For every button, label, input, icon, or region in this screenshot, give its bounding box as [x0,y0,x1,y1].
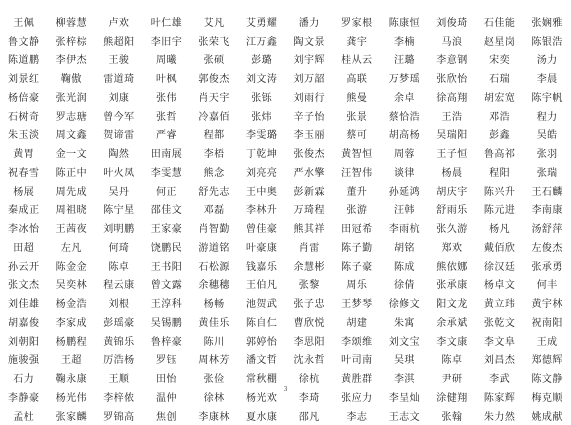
name-cell: 刘宇辉 [293,55,326,67]
name-cell: 程都 [203,130,225,142]
name-cell: 刘景红 [8,74,40,86]
name-cell: 陈自仁 [245,317,278,329]
name-cell: 左俊杰 [531,242,563,254]
name-cell: 焦创 [156,411,178,423]
name-cell: 肖天宇 [198,92,230,104]
name-cell: 刘文涛 [245,74,278,86]
name-cell: 左凡 [60,242,82,254]
name-cell: 王骏 [108,55,130,67]
name-cell: 李家成 [55,317,88,329]
name-cell: 陈家辉 [483,392,516,404]
name-cell: 陈道鹏 [8,55,40,67]
name-cell: 王家豪 [150,224,183,236]
name-cell: 张久游 [436,224,468,236]
name-cell: 王佩 [13,17,35,29]
name-cell: 孙延鸿 [388,186,421,198]
name-cell: 张梓棕 [55,36,88,48]
name-cell: 周蓉 [393,149,415,161]
name-cell: 柳蓉慧 [55,17,88,29]
name-cell: 王志文 [388,411,421,423]
name-cell: 张游 [346,205,368,217]
name-cell: 龚宇 [346,36,368,48]
name-cell: 张应力 [341,392,373,404]
name-cell: 鲁梓豪 [150,336,183,348]
name-cell: 夏水康 [245,411,278,423]
name-cell: 徐高翔 [436,92,468,104]
name-cell: 张文杰 [8,280,40,292]
name-cell: 刘文宝 [388,336,421,348]
name-cell: 石力 [13,374,35,386]
name-cell: 郑欢 [441,242,463,254]
name-cell: 徐倩 [393,280,415,292]
name-cell: 黄锦乐 [103,336,135,348]
name-cell: 王书阳 [150,261,183,273]
name-cell: 桂从云 [341,55,373,67]
name-cell: 施骏强 [8,355,40,367]
name-cell: 邓磊 [203,205,225,217]
name-cell: 舒雨乐 [436,205,468,217]
name-cell: 杨畅 [203,299,225,311]
name-cell: 胡嘉俊 [8,317,40,329]
name-cell: 张翰 [441,411,463,423]
name-cell: 饶鹏民 [150,242,183,254]
name-cell: 曾文露 [150,280,183,292]
name-cell: 王成 [536,336,558,348]
name-cell: 陶然 [108,149,130,161]
name-cell: 陈兴升 [483,186,516,198]
name-cell: 辛子怡 [293,111,326,123]
name-cell: 王超 [60,355,82,367]
name-cell: 钱嘉乐 [245,261,278,273]
name-cell: 周先成 [55,186,88,198]
name-cell: 张荣飞 [198,36,230,48]
name-cell: 胡庆宇 [436,186,468,198]
name-cell: 田冠希 [341,224,373,236]
name-cell: 汤力 [536,55,558,67]
name-cell: 陈正中 [55,167,88,179]
name-cell: 石树奇 [8,111,40,123]
name-cell: 陈成 [393,261,415,273]
name-cell: 李文阜 [483,336,516,348]
name-cell: 刘昌杰 [483,355,516,367]
name-cell: 罗家根 [341,17,373,29]
name-cell: 王梦琴 [341,299,373,311]
name-cell: 周乐 [346,280,368,292]
name-cell: 池贺武 [245,299,278,311]
name-cell: 叶司南 [341,355,373,367]
name-cell: 杨凡 [489,224,511,236]
name-cell: 叶枫 [156,74,178,86]
name-cell: 叶仁雄 [150,17,183,29]
name-cell: 刘雨行 [293,92,326,104]
name-cell: 李伊杰 [55,55,88,67]
name-cell: 尹研 [441,374,463,386]
name-cell: 李冰怡 [8,224,40,236]
name-cell: 王茜夜 [55,224,88,236]
name-cell: 彭瑶豪 [103,317,135,329]
name-cell: 张欣怡 [436,74,468,86]
name-cell: 严睿 [156,130,178,142]
name-cell: 刘朝阳 [8,336,40,348]
name-cell: 吴奕林 [55,280,88,292]
name-cell: 石松源 [198,261,230,273]
name-cell: 张光润 [55,92,88,104]
name-cell: 刘亮亮 [245,167,278,179]
name-cell: 罗钰 [156,355,178,367]
name-cell: 李思阳 [293,336,326,348]
name-cell: 张承康 [436,280,468,292]
name-cell: 梅克顺 [531,392,563,404]
name-cell: 陈宇帆 [531,92,563,104]
name-cell: 汪智伟 [341,167,373,179]
name-cell: 周林芳 [198,355,230,367]
name-cell: 叶火凤 [103,167,135,179]
name-cell: 郭婷怡 [245,336,278,348]
name-cell: 阳文龙 [436,299,468,311]
name-cell: 马浪 [441,36,463,48]
name-cell: 罗志瑭 [55,111,88,123]
name-cell: 李梧 [203,149,225,161]
name-cell: 张俭 [203,374,225,386]
name-cell: 蔡可 [346,130,368,142]
name-cell: 杨卓文 [483,280,516,292]
name-cell: 常秋棚 [245,374,278,386]
name-cell: 游道铭 [198,242,230,254]
name-cell: 黄智恒 [341,149,373,161]
name-cell: 张家麟 [55,411,88,423]
name-cell: 陈康恒 [388,17,421,29]
name-cell: 鞠永康 [55,374,88,386]
name-cell: 温仲 [156,392,178,404]
name-cell: 汪璐 [393,55,415,67]
name-cell: 李康林 [198,411,230,423]
name-cell: 刘明鹏 [103,224,135,236]
name-cell: 江万鑫 [245,36,278,48]
name-cell: 李晨 [536,74,558,86]
name-cell: 高联 [346,74,368,86]
name-cell: 王浩 [441,111,463,123]
name-cell: 秦成正 [8,205,40,217]
name-cell: 李呈灿 [388,392,421,404]
name-cell: 邓浩 [489,111,511,123]
name-cell: 程阳 [489,167,511,179]
name-cell: 李楠 [393,36,415,48]
name-cell: 冷嘉佰 [198,111,230,123]
name-cell: 吴锡鹏 [150,317,183,329]
name-cell: 陈文静 [531,374,563,386]
name-cell: 刘康 [108,92,130,104]
name-cell: 舒先志 [198,186,230,198]
name-cell: 胡高杨 [388,130,421,142]
name-cell: 周祖晓 [55,205,88,217]
name-cell: 王子恒 [436,149,468,161]
name-cell: 熊超阳 [103,36,135,48]
name-cell: 董升 [346,186,368,198]
name-cell: 何丰 [536,280,558,292]
name-cell: 吴丹 [108,186,130,198]
name-cell: 田怡 [156,374,178,386]
name-cell: 朱力然 [483,411,516,423]
name-cell: 黄佳乐 [198,317,230,329]
name-cell: 熊依娜 [436,261,468,273]
name-cell: 熊曼 [346,92,368,104]
name-cell: 黄胜群 [341,374,373,386]
name-cell: 曾佳豪 [245,224,278,236]
name-cell: 胡建 [346,317,368,329]
name-cell: 罗锦高 [103,411,135,423]
name-cell: 孟杜 [13,411,35,423]
name-cell: 张伟 [156,92,178,104]
name-cell: 张硕 [203,55,225,67]
name-cell: 王顺 [108,374,130,386]
name-cell: 程力 [536,111,558,123]
name-cell: 王淳科 [150,299,183,311]
name-cell: 鲁高祁 [483,149,516,161]
name-cell: 周文鑫 [55,130,88,142]
name-cell: 祝春雪 [8,167,40,179]
name-cell: 祝南阳 [531,317,563,329]
name-cell: 贺谛雷 [103,130,135,142]
name-cell: 石佳能 [483,17,516,29]
name-cell: 赵星岗 [483,36,516,48]
name-cell: 沈永哲 [293,355,326,367]
name-cell: 陈川 [203,336,225,348]
name-cell: 余慧彬 [293,261,326,273]
name-cell: 刘万韶 [293,74,326,86]
name-cell: 张哲 [156,111,178,123]
name-cell: 卢欢 [108,17,130,29]
name-cell: 张景 [346,111,368,123]
name-cell: 何正 [156,186,178,198]
name-cell: 李雯璐 [245,130,278,142]
name-cell: 陈金金 [55,261,88,273]
name-cell: 杨倍豪 [8,92,40,104]
name-cell: 曾今军 [103,111,135,123]
name-cell: 李林升 [245,205,278,217]
name-cell: 谈律 [393,167,415,179]
name-cell: 杨光伟 [55,392,88,404]
name-cell: 陈宁星 [103,205,135,217]
name-cell: 戴佰欣 [483,242,516,254]
name-cell: 丁乾坤 [245,149,278,161]
name-cell: 李梓侬 [103,392,135,404]
name-cell: 王中奥 [245,186,278,198]
name-cell: 严水擎 [293,167,326,179]
name-cell: 熊其祥 [293,224,326,236]
name-cell: 何琦 [108,242,130,254]
name-cell: 刘根 [108,299,130,311]
name-cell: 李雨杭 [388,224,421,236]
name-cell: 陈元进 [483,205,516,217]
name-cell: 余卓 [393,92,415,104]
name-cell: 吴琪 [393,355,415,367]
name-cell: 彭璐 [251,55,273,67]
name-cell: 张黎 [298,280,320,292]
name-cell: 刘俊琦 [436,17,468,29]
name-cell: 张铄 [251,92,273,104]
name-cell: 陈卓 [108,261,130,273]
name-cell: 周曦 [156,55,178,67]
name-cell: 鲁文静 [8,36,40,48]
name-cell: 涂健翔 [436,392,468,404]
name-cell: 艾勇耀 [245,17,278,29]
name-cell: 李颂维 [341,336,373,348]
name-cell: 熊念 [203,167,225,179]
name-cell: 宋奕 [489,55,511,67]
name-cell: 吴皓 [536,130,558,142]
name-cell: 曹欣悦 [293,317,326,329]
name-cell: 李淇 [393,374,415,386]
name-cell: 蔡恰浩 [388,111,421,123]
name-cell: 徐林 [203,392,225,404]
name-cell: 杨晨 [441,167,463,179]
name-cell: 李雯慧 [150,167,183,179]
name-cell: 陈子豪 [341,261,373,273]
name-cell: 张瑞 [536,167,558,179]
name-cell: 雷道琦 [103,74,135,86]
name-cell: 朱寓 [393,317,415,329]
name-cell: 余承斌 [436,317,468,329]
name-cell: 黄胃 [13,149,35,161]
name-cell: 杨鹏程 [55,336,88,348]
name-cell: 陈卓 [441,355,463,367]
name-cell: 张娴雅 [531,17,563,29]
name-cell: 郭俊杰 [198,74,230,86]
name-cell: 李意钢 [436,55,468,67]
name-cell: 杨金浩 [55,299,88,311]
name-cell: 陈子勤 [341,242,373,254]
name-cell: 汤舒萍 [531,224,563,236]
name-cell: 李旧宇 [150,36,183,48]
name-cell: 杨展 [13,186,35,198]
name-cell: 陶文景 [293,36,326,48]
name-cell: 潘力 [298,17,320,29]
name-cell: 张子忠 [293,299,326,311]
name-cell: 李南康 [531,205,563,217]
name-cell: 汪韩 [393,205,415,217]
name-cell: 石瑞 [489,74,511,86]
name-cell: 潘文哲 [245,355,278,367]
name-cell: 彭新霖 [293,186,326,198]
name-cell: 黄宇林 [531,299,563,311]
name-cell: 余穗穗 [198,280,230,292]
name-cell: 张乾文 [483,317,516,329]
name-cell: 胡铭 [393,242,415,254]
name-cell: 肖雷 [298,242,320,254]
name-cell: 肖智勤 [198,224,230,236]
name-cell: 万梦瑶 [388,74,421,86]
name-cell: 陈银浩 [531,36,563,48]
name-cell: 黄立玮 [483,299,516,311]
name-cell: 程云康 [103,280,135,292]
name-cell: 邵佳文 [150,205,183,217]
name-cell: 田南展 [150,149,183,161]
name-cell: 张承勇 [531,261,563,273]
name-cell: 田超 [13,242,35,254]
name-cell: 李玉丽 [293,130,326,142]
name-cell: 徐修文 [388,299,421,311]
name-cell: 郑德辉 [531,355,563,367]
name-cell: 徐杭 [298,374,320,386]
name-cell: 张羽 [536,149,558,161]
name-cell: 孙云开 [8,261,40,273]
name-cell: 李武 [489,374,511,386]
name-cell: 张炜 [251,111,273,123]
name-cell: 刘佳雄 [8,299,40,311]
name-cell: 李志 [346,411,368,423]
name-cell: 李文康 [436,336,468,348]
name-cell: 鞠傲 [60,74,82,86]
name-cell: 吴瑞阳 [436,130,468,142]
name-cell: 万琦程 [293,205,326,217]
name-cell: 厉浩杨 [103,355,135,367]
name-cell: 姚成献 [531,411,563,423]
name-cell: 杨光欢 [245,392,278,404]
name-cell: 邵凡 [298,411,320,423]
name-cell: 徐汉廷 [483,261,516,273]
name-cell: 王石麟 [531,186,563,198]
page-number: 3 [283,385,288,393]
name-grid [0,12,571,425]
name-cell: 金一文 [55,149,88,161]
name-cell: 艾凡 [203,17,225,29]
name-cell: 李琦 [298,392,320,404]
name-cell: 王伯凡 [245,280,278,292]
name-cell: 胡宏宽 [483,92,516,104]
name-cell: 张俊杰 [293,149,326,161]
name-cell: 彭鑫 [489,130,511,142]
name-cell: 李静豪 [8,392,40,404]
name-cell: 叶豪康 [245,242,278,254]
name-cell: 朱玉淡 [8,130,40,142]
